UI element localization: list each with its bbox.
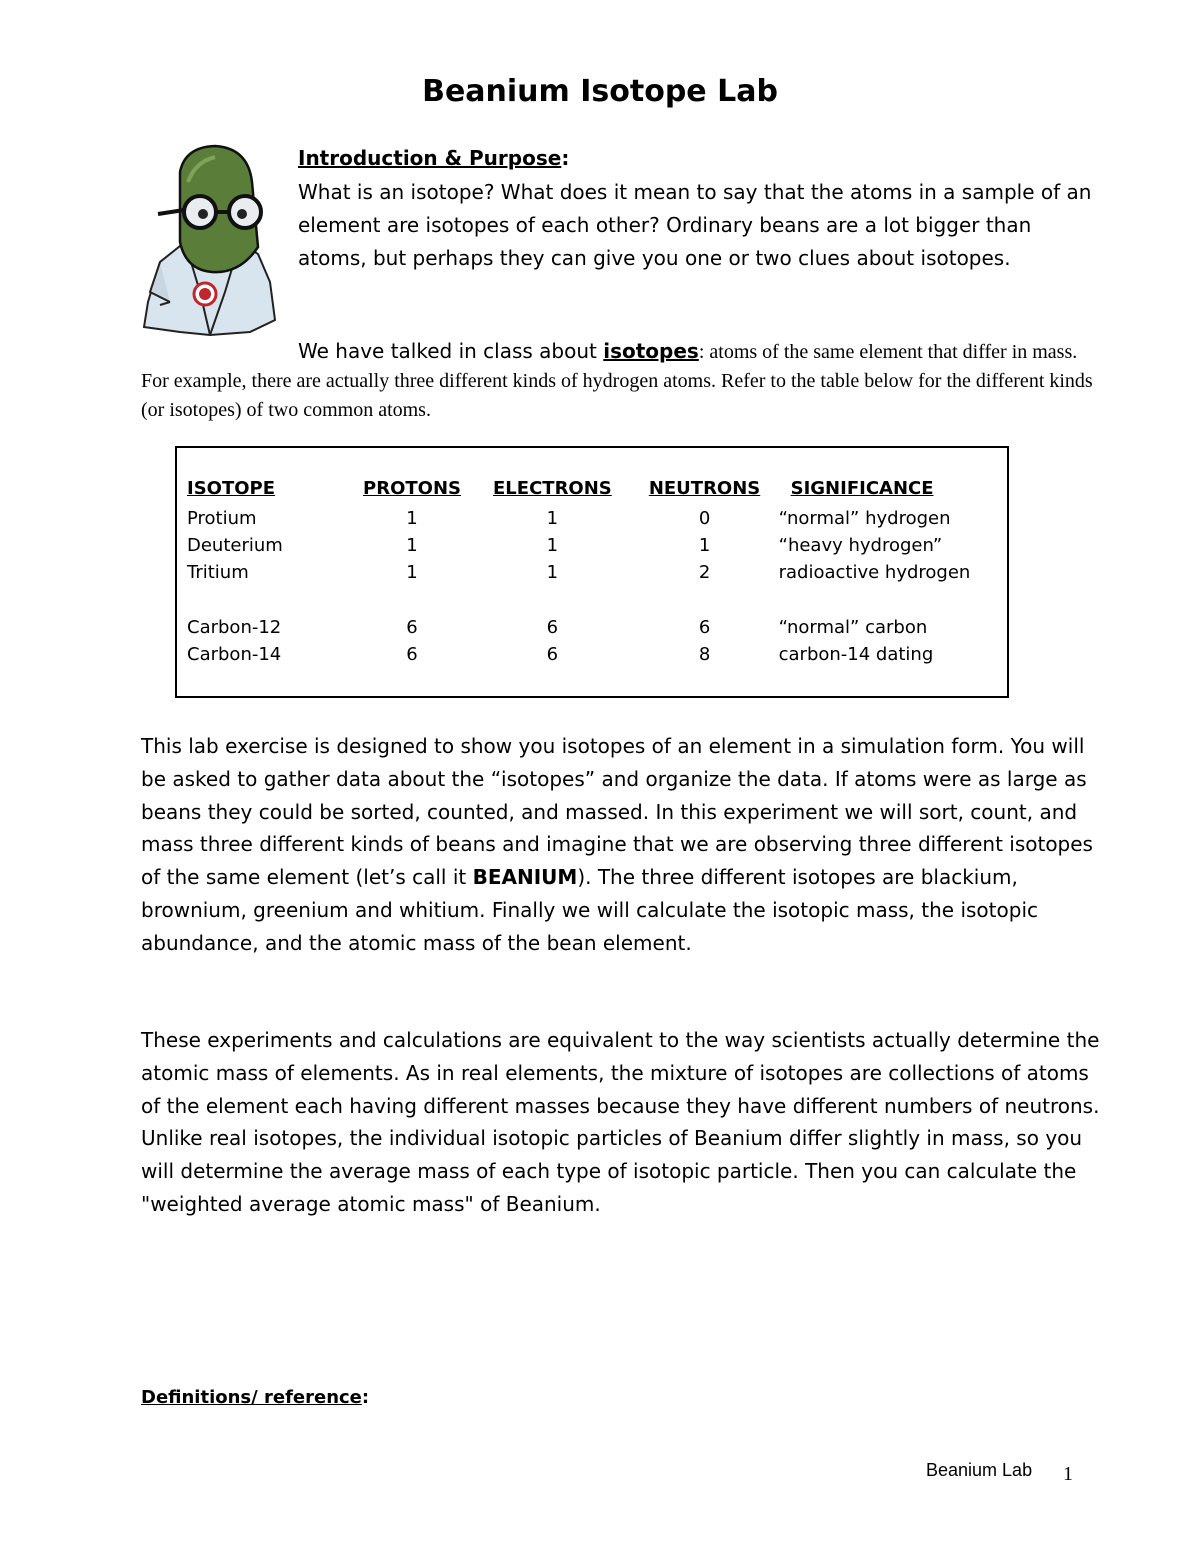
isotope-paragraph-rest: : atoms of the same element that differ in mass. For example, there are actually three different kinds of hydrogen atoms. Refer to the table below for the different kinds (or isotopes) of two common atoms. — [141, 341, 1093, 421]
cell-isotope: Carbon-12 — [187, 617, 282, 638]
intro-paragraph: What is an isotope? What does it mean to say that the atoms in a sample of an element are isotopes of each other? Ordinary beans are a lot bigger than atoms, but perhaps they can give you one or two clues about isotopes. — [298, 180, 1092, 270]
header-isotope: ISOTOPE — [187, 478, 276, 499]
cell-electrons: 1 — [546, 508, 559, 529]
cell-significance: “normal” hydrogen — [778, 508, 951, 529]
cell-protons: 6 — [406, 617, 418, 638]
cell-protons: 1 — [406, 562, 418, 583]
cell-isotope: Deuterium — [187, 535, 283, 556]
isotope-table-box — [175, 446, 1009, 698]
isotope-table — [187, 478, 1007, 671]
cell-electrons: 6 — [546, 644, 559, 665]
page-number: 1 — [1063, 1463, 1073, 1485]
table-spacer-row — [187, 589, 1007, 617]
lab-paragraph-part2: ). The three different isotopes are blackium, brownium, greenium and whitium. Finally we will calculate the isotopic mass, the isotopic abundance, and the atomic mass of the bean element. — [141, 865, 1038, 955]
table-row — [187, 562, 1007, 589]
intro-heading-colon: : — [561, 146, 570, 170]
document-title: Beanium Isotope Lab — [422, 74, 778, 109]
bean-scientist-mascot-icon — [140, 142, 282, 338]
definitions-heading — [141, 1387, 369, 1408]
cell-significance: “heavy hydrogen” — [778, 535, 943, 556]
cell-protons: 1 — [406, 508, 418, 529]
lab-exercise-paragraph — [141, 730, 1101, 960]
intro-heading — [298, 146, 569, 170]
experiment-paragraph: These experiments and calculations are equivalent to the way scientists actually determine the atomic mass of elements. As in real elements, the mixture of isotopes are collections of atoms of the element each having different masses because they have different numbers of neutrons. Unlike real isotopes, the individual isotopic particles of Beanium differ slightly in mass, so you will determine the average mass of each type of isotopic particle. Then you can calculate the "weighted average atomic mass" of Beanium. — [141, 1028, 1100, 1216]
table-header-row — [187, 478, 1007, 508]
cell-neutrons: 0 — [698, 508, 711, 529]
cell-electrons: 1 — [546, 535, 559, 556]
cell-isotope: Protium — [187, 508, 257, 529]
cell-neutrons: 1 — [698, 535, 711, 556]
cell-electrons: 6 — [546, 617, 559, 638]
header-protons: PROTONS — [363, 478, 461, 499]
header-significance: SIGNIFICANCE — [790, 478, 934, 499]
isotope-definition-paragraph — [141, 337, 1101, 424]
header-electrons: ELECTRONS — [493, 478, 612, 499]
cell-significance: radioactive hydrogen — [778, 562, 971, 583]
isotope-paragraph-lead: We have talked in class about — [298, 339, 604, 363]
cell-neutrons: 8 — [698, 644, 711, 665]
definitions-heading-colon: : — [361, 1387, 370, 1408]
table-row — [187, 617, 1007, 644]
lab-paragraph-part1: This lab exercise is designed to show you isotopes of an element in a simulation form. You will be asked to gather data about the “isotopes” and organize the data. If atoms were as large as beans they could be sorted, counted, and massed. In this experiment we will sort, count, and mass three different kinds of beans and imagine that we are observing three different isotopes of the same element (let’s call it — [141, 734, 1093, 890]
definitions-heading-text: Definitions/ reference — [141, 1387, 362, 1408]
cell-isotope: Tritium — [187, 562, 249, 583]
intro-heading-text: Introduction & Purpose — [298, 146, 562, 170]
table-row — [187, 508, 1007, 535]
isotope-keyword: isotopes — [603, 339, 699, 363]
cell-neutrons: 6 — [698, 617, 711, 638]
cell-significance: carbon-14 dating — [778, 644, 934, 665]
header-neutrons: NEUTRONS — [648, 478, 761, 499]
cell-isotope: Carbon-14 — [187, 644, 282, 665]
cell-electrons: 1 — [546, 562, 559, 583]
table-row — [187, 535, 1007, 562]
cell-protons: 1 — [406, 535, 418, 556]
table-row — [187, 644, 1007, 671]
footer-label: Beanium Lab — [926, 1460, 1033, 1480]
cell-neutrons: 2 — [698, 562, 711, 583]
beanium-keyword: BEANIUM — [472, 865, 578, 890]
cell-significance: “normal” carbon — [778, 617, 928, 638]
cell-protons: 6 — [406, 644, 418, 665]
